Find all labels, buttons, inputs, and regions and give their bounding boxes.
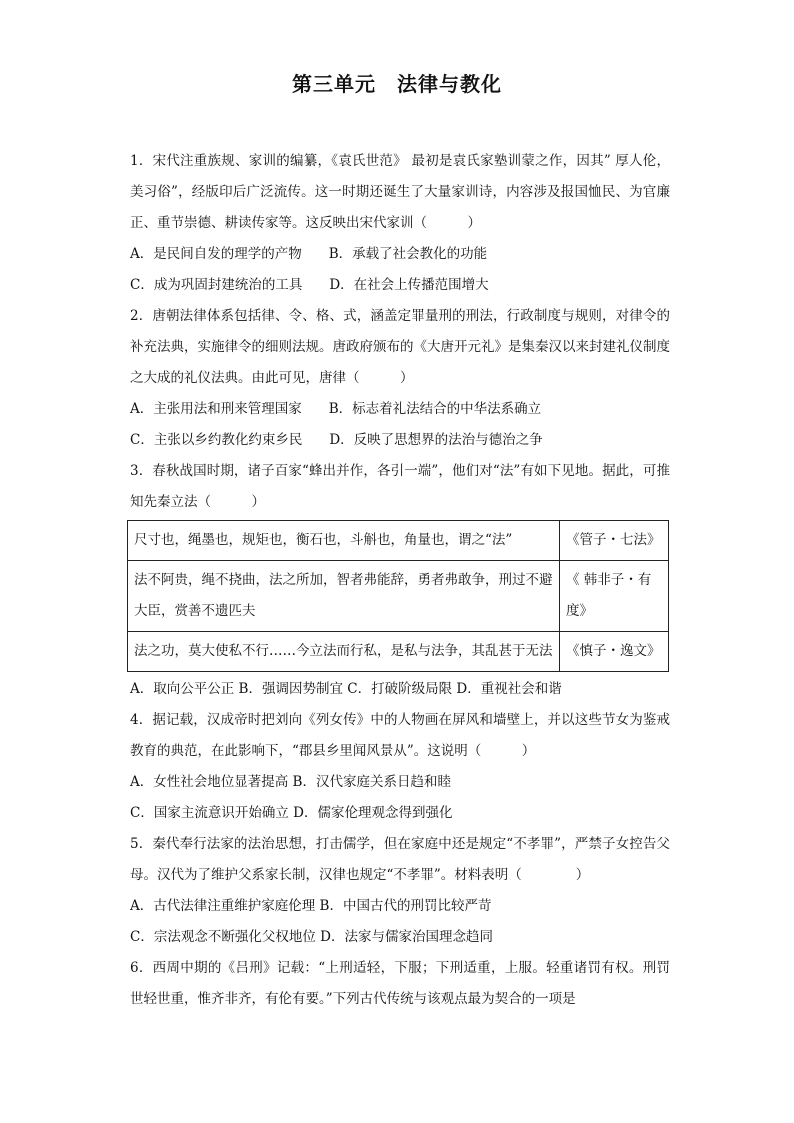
option-line: A．古代法律注重维护家庭伦理 B．中国古代的刑罚比较严苛 [130, 898, 492, 914]
source-cell: 《 韩非子・有度》 [560, 561, 669, 632]
question-list [130, 146, 670, 1015]
source-cell: 《管子・七法》 [560, 521, 669, 561]
option-line: A．女性社会地位显著提高 B．汉代家庭关系日趋和睦 [130, 774, 451, 790]
table-row [128, 561, 669, 632]
option-line: A．是民间自发的理学的产物 B．承载了社会教化的功能 [130, 246, 488, 262]
option-line: A．主张用法和刑来管理国家 B．标志着礼法结合的中华法系确立 [130, 401, 542, 417]
option-line: C．成为巩固封建统治的工具 D．在社会上传播范围增大 [130, 277, 489, 293]
option-line: C．宗法观念不断强化父权地位 D．法家与儒家治国理念趋同 [130, 929, 493, 945]
question-3 [130, 456, 670, 705]
question-stem: 1．宋代注重族规、家训的编纂，《袁氏世范》 最初是袁氏家塾训蒙之作，因其” 厚人伦， 美习俗”，经版印后广泛流传。这一时期还诞生了大量家训诗，内容涉及报国恤民、为官廉正、重节崇德、耕读传家等。这反映出宋代家训（ ） [130, 153, 670, 231]
option-line: A．取向公平公正 B．强调因势制宜 C．打破阶级局限 D．重视社会和谐 [130, 681, 562, 697]
question-stem: 4．据记载，汉成帝时把刘向《列女传》中的人物画在屏风和墙壁上，并以这些节女为鉴戒教育的典范，在此影响下，“郡县乡里闻风景从”。这说明（ ） [130, 712, 670, 759]
question-4 [130, 705, 670, 829]
question-2 [130, 301, 670, 456]
option-line: C．国家主流意识开始确立 D．儒家伦理观念得到强化 [130, 805, 453, 821]
table-row [128, 632, 669, 672]
question-stem: 5．秦代奉行法家的法治思想，打击儒学，但在家庭中还是规定“不孝罪”，严禁子女控告父母。汉代为了维护父系家长制，汉律也规定“不孝罪”。材料表明（ ） [130, 836, 670, 883]
quote-cell: 法不阿贵，绳不挠曲，法之所加，智者弗能辞，勇者弗敢争，刑过不避大臣，赏善不遗匹夫 [128, 561, 560, 632]
option-line: C．主张以乡约教化约束乡民 D．反映了思想界的法治与德治之争 [130, 432, 543, 448]
question-stem: 6．西周中期的《吕刑》记载：“上刑适轻，下服；下刑适重，上服。轻重诸罚有权。刑罚世轻世重，惟齐非齐，有伦有要。”下列古代传统与该观点最为契合的一项是 [130, 960, 670, 1007]
table-row [128, 521, 669, 561]
quote-cell: 尺寸也，绳墨也，规矩也，衡石也，斗斛也，角量也，谓之“法” [128, 521, 560, 561]
source-table [127, 520, 669, 672]
question-stem: 2．唐朝法律体系包括律、令、格、式，涵盖定罪量刑的刑法，行政制度与规则，对律令的补充法典，实施律令的细则法规。唐政府颁布的《大唐开元礼》是集秦汉以来封建礼仪制度之大成的礼仪法典。由此可见，唐律（ ） [130, 308, 670, 386]
quote-cell: 法之功，莫大使私不行……今立法而行私，是私与法争，其乱甚于无法 [128, 632, 560, 672]
question-5 [130, 829, 670, 953]
question-stem: 3．春秋战国时期，诸子百家“蜂出并作，各引一端”，他们对“法”有如下见地。据此，可推知先秦立法（ ） [130, 463, 670, 510]
question-6 [130, 953, 670, 1015]
source-cell: 《慎子・逸文》 [560, 632, 669, 672]
question-1 [130, 146, 670, 301]
page-title: 第三单元 法律与教化 [292, 72, 502, 96]
